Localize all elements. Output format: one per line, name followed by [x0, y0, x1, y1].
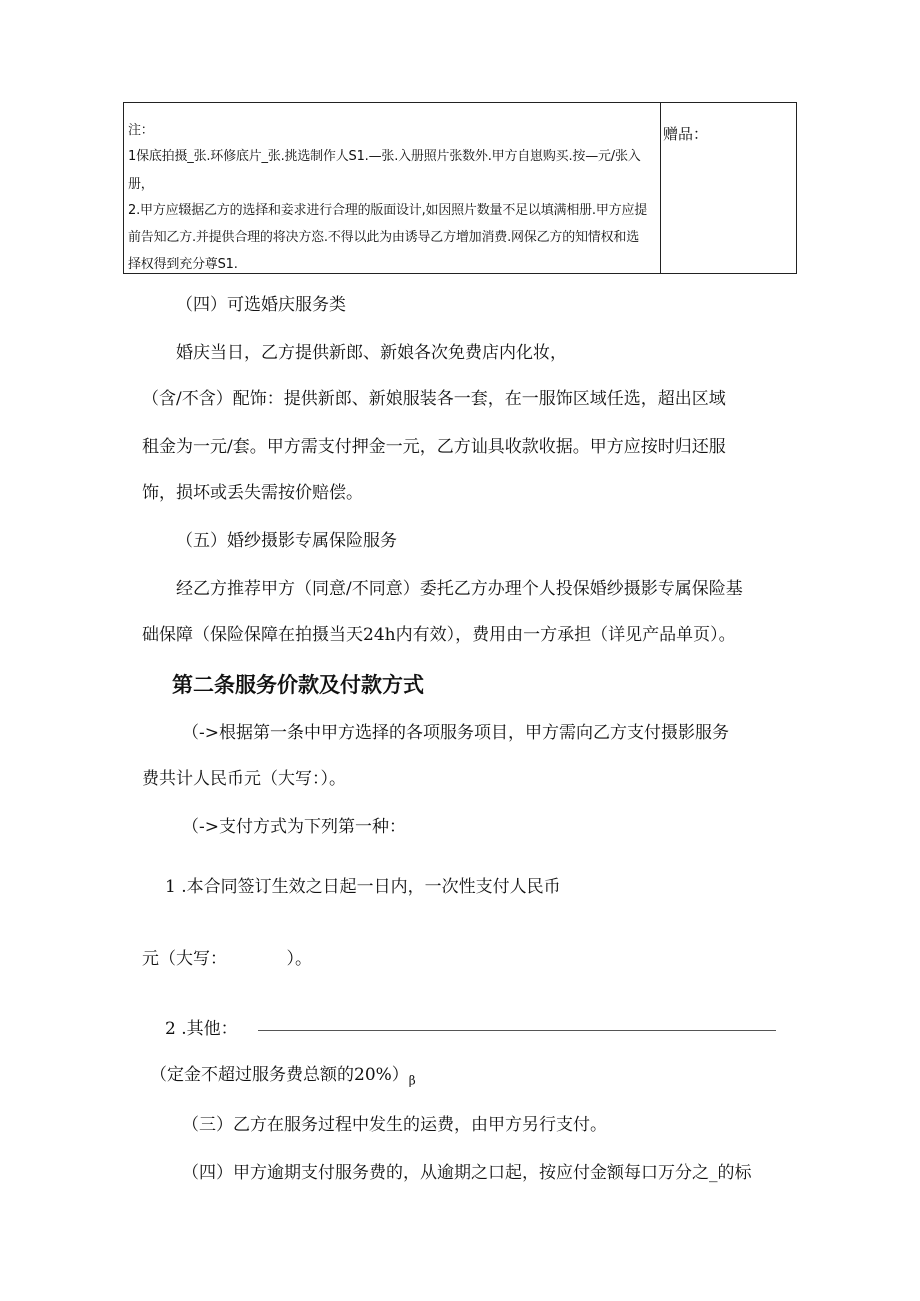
article-2-heading: 第二条服务价款及付款方式: [172, 673, 424, 697]
paragraph: 饰，损坏或丢失需按价赔偿。: [142, 483, 363, 503]
deposit-note-mark: β: [408, 1073, 416, 1088]
notes-cell: [124, 103, 661, 273]
section-4-title: （四）可选婚庆服务类: [176, 295, 346, 315]
note-line: 册，: [128, 177, 154, 192]
section-5-title: （五）婚纱摄影专属保险服务: [176, 531, 397, 551]
paragraph: （->根据第一条中甲方选择的各项服务项目，甲方需向乙方支付摄影服务: [182, 723, 729, 743]
paragraph: （三）乙方在服务过程中发生的运费，由甲方另行支付。: [182, 1115, 607, 1135]
paragraph: 费共计人民币元（大写：）。: [142, 769, 346, 789]
note-line: 前告知乙方.并提供合理的将决方恣.不得以此为由诱导乙方增加消费.网保乙方的知情权和选: [128, 230, 639, 245]
paragraph: 础保障（保险保障在拍摄当天24h内有效），费用由一方承担（详见产品单页）。: [142, 625, 736, 645]
gift-cell: [661, 103, 796, 273]
paragraph: 租金为一元/套。甲方需支付押金一元，乙方讪具收款收据。甲方应按时归还服: [142, 437, 726, 457]
payment-option-2: 2 .其他：: [165, 1019, 238, 1039]
notes-table: [123, 102, 797, 274]
paragraph: （->支付方式为下列第一种：: [182, 817, 406, 837]
note-line: 2.甲方应辍据乙方的选择和妾求进行合理的版面设计,如因照片数量不足以填满相册.甲方应提: [128, 203, 648, 218]
paragraph: （四）甲方逾期支付服务费的，从逾期之口起，按应付金额每口万分之_的标: [182, 1163, 752, 1183]
paragraph: 婚庆当日，乙方提供新郎、新娘各次免费店内化妆，: [176, 343, 567, 363]
payment-option-1-continued: 元（大写： ）。: [142, 949, 312, 969]
paragraph: 经乙方推荐甲方（同意/不同意）委托乙方办理个人投保婚纱摄影专属保险基: [176, 579, 743, 599]
note-line: 注：: [128, 123, 154, 138]
note-line: 择权得到充分尊S1.: [128, 257, 238, 272]
deposit-note-text: （定金不超过服务费总额的20%）: [150, 1065, 409, 1085]
note-line: 1保底拍摄_张.环修底片_张.挑选制作人S1.—张.入册照片张数外.甲方自崽购买.按—元/张入: [128, 149, 641, 164]
deposit-note: [150, 1060, 416, 1087]
gift-label: 赠品：: [663, 125, 709, 143]
paragraph: （含/不含）配饰：提供新郎、新娘服装各一套，在一服饰区域任选，超出区域: [142, 389, 726, 409]
payment-option-1: 1 .本合同签订生效之日起一日内，一次性支付人民币: [165, 877, 561, 897]
fill-in-blank-line: [258, 1030, 776, 1031]
